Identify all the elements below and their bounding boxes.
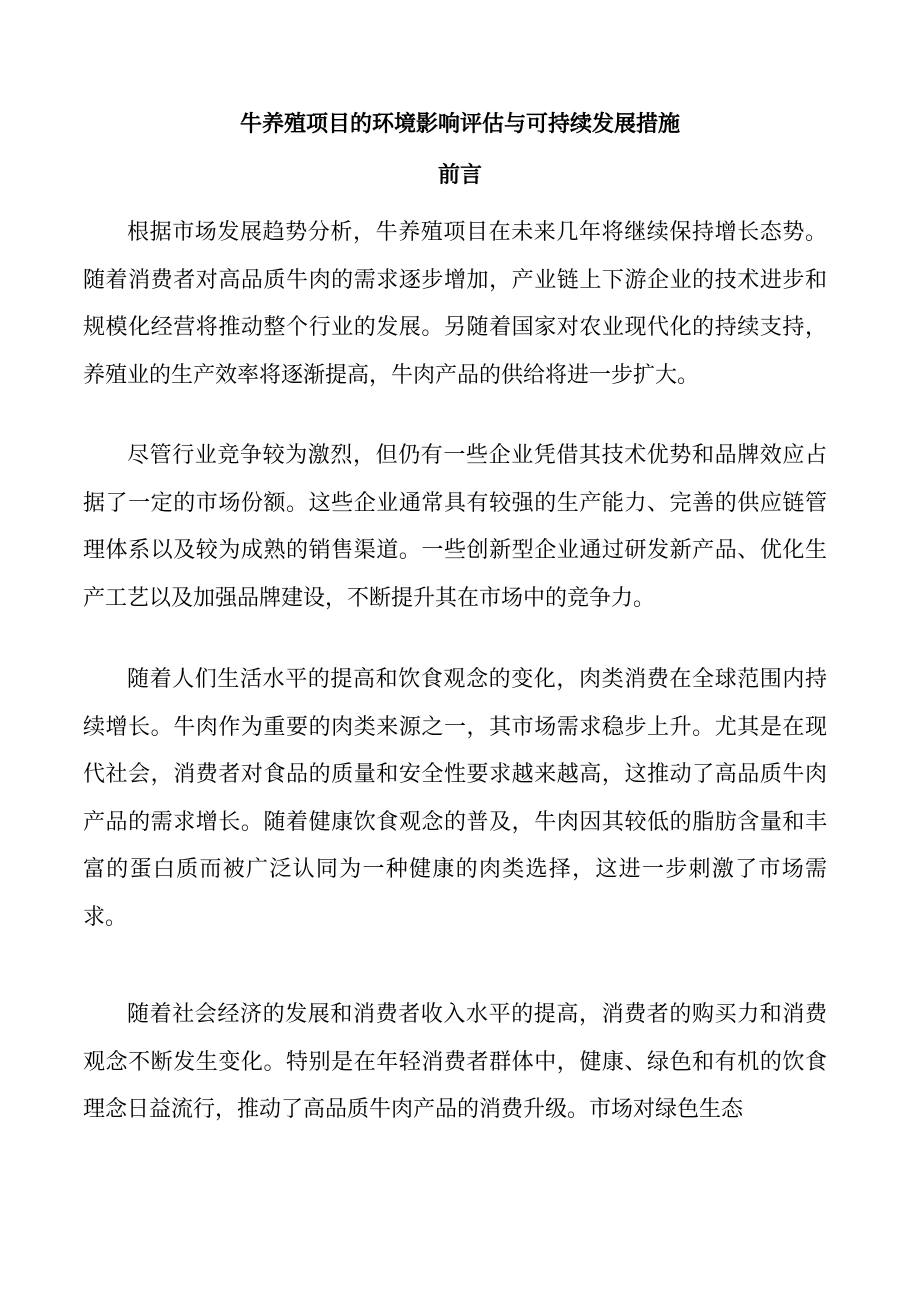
- paragraph-2: 尽管行业竞争较为激烈，但仍有一些企业凭借其技术优势和品牌效应占据了一定的市场份额。这些企业通常具有较强的生产能力、完善的供应链管理体系以及较为成熟的销售渠道。一些创新型企业通过研发新产品、优化生产工艺以及加强品牌建设，不断提升其在市场中的竞争力。: [83, 443, 827, 611]
- paragraph-1: 根据市场发展趋势分析，牛养殖项目在未来几年将继续保持增长态势。随着消费者对高品质牛肉的需求逐步增加，产业链上下游企业的技术进步和规模化经营将推动整个行业的发展。另随着国家对农业现代化的持续支持，养殖业的生产效率将逐渐提高，牛肉产品的供给将进一步扩大。: [83, 220, 827, 388]
- paragraph-3: 随着人们生活水平的提高和饮食观念的变化，肉类消费在全球范围内持续增长。牛肉作为重要的肉类来源之一，其市场需求稳步上升。尤其是在现代社会，消费者对食品的质量和安全性要求越来越高，这推动了高品质牛肉产品的需求增长。随着健康饮食观念的普及，牛肉因其较低的脂肪含量和丰富的蛋白质而被广泛认同为一种健康的肉类选择，这进一步刺激了市场需求。: [83, 667, 827, 930]
- document-title: 牛养殖项目的环境影响评估与可持续发展措施: [239, 111, 680, 137]
- section-heading: 前言: [437, 162, 482, 188]
- paragraph-4: 随着社会经济的发展和消费者收入水平的提高，消费者的购买力和消费观念不断发生变化。特别是在年轻消费者群体中，健康、绿色和有机的饮食理念日益流行，推动了高品质牛肉产品的消费升级。市场对绿色生态: [83, 1002, 827, 1122]
